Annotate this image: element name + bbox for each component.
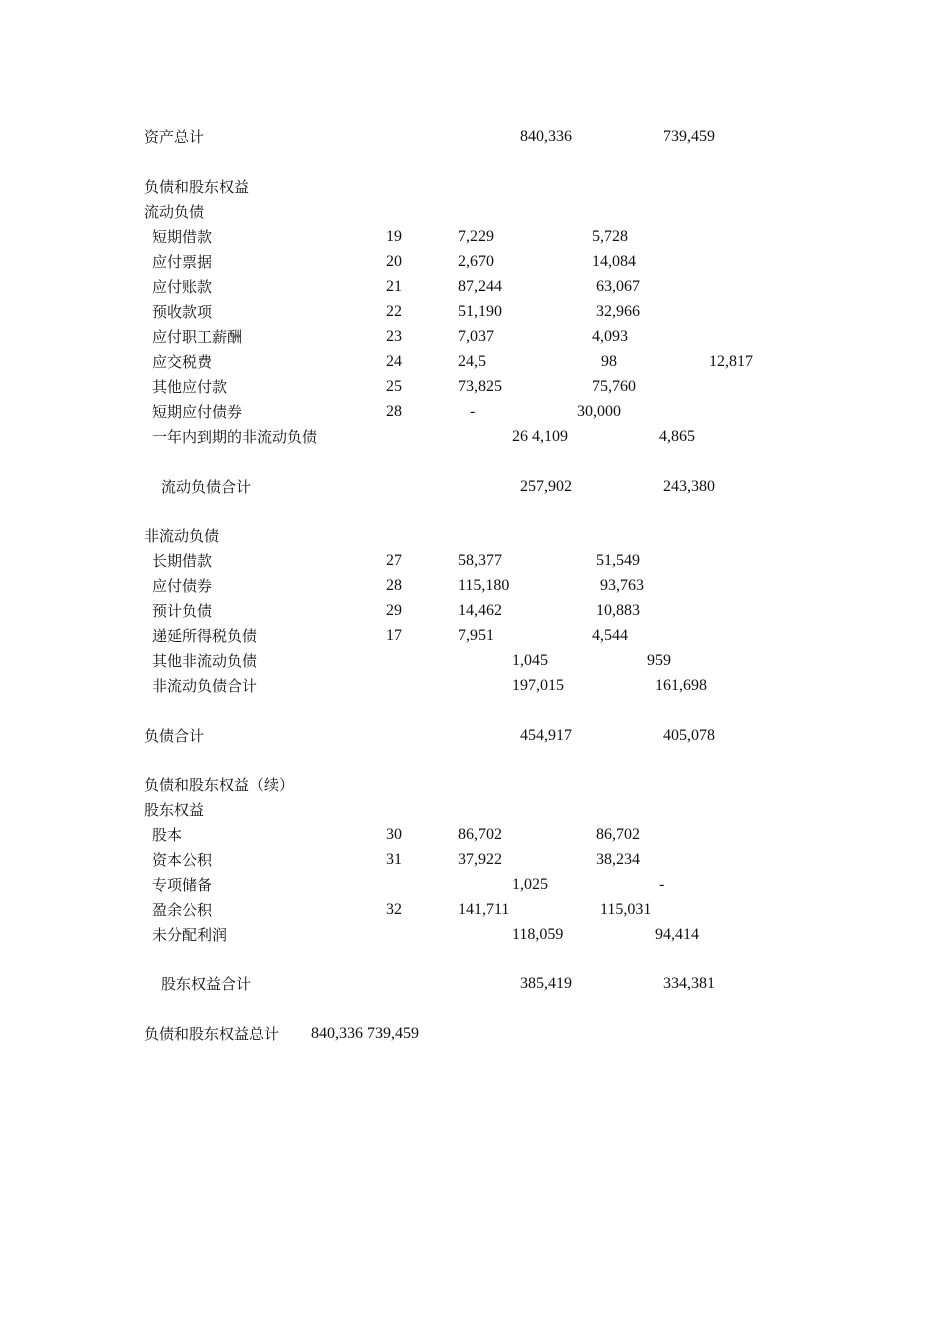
retained-earnings-current: 118,059 [512, 926, 564, 943]
surplus-reserve-prior: 115,031 [600, 901, 652, 918]
due-within-year-label: 一年内到期的非流动负债 [152, 428, 318, 446]
surplus-reserve-label: 盈余公积 [152, 901, 213, 919]
other-noncurrent-label: 其他非流动负债 [152, 652, 258, 670]
row-label: 应付职工薪酬 [152, 328, 243, 346]
row-value-current: 58,377 [458, 552, 502, 569]
row-note: 22 [386, 303, 402, 320]
row-value-current: 2,670 [458, 253, 494, 270]
special-reserve-prior: - [659, 876, 665, 893]
noncurrent-liab-total-label: 非流动负债合计 [152, 677, 258, 695]
row-note: 17 [386, 627, 402, 644]
row-value-prior: 75,760 [592, 378, 636, 395]
row-value-prior: 4,544 [592, 627, 628, 644]
row-label: 预收款项 [152, 303, 213, 321]
row-note: 29 [386, 602, 402, 619]
row-note: 27 [386, 552, 402, 569]
share-capital-current: 86,702 [458, 826, 502, 843]
row-label: 其他应付款 [152, 378, 228, 396]
row-label: 应付债券 [152, 577, 213, 595]
row-value-prior: 4,093 [592, 328, 628, 345]
special-reserve-current: 1,025 [512, 876, 548, 893]
current-liab-total-current: 257,902 [520, 478, 572, 495]
row-value-extra: 12,817 [709, 353, 753, 370]
other-noncurrent-current: 1,045 [512, 652, 548, 669]
capital-reserve-note: 31 [386, 851, 402, 868]
row-value-current: 7,037 [458, 328, 494, 345]
row-note: 28 [386, 577, 402, 594]
row-value-current: 7,229 [458, 228, 494, 245]
row-value-prior: 30,000 [577, 403, 621, 420]
noncurrent-liab-heading: 非流动负债 [144, 527, 220, 545]
retained-earnings-prior: 94,414 [655, 926, 699, 943]
row-note: 21 [386, 278, 402, 295]
current-liab-heading: 流动负债 [144, 203, 205, 221]
row-label: 应付票据 [152, 253, 213, 271]
noncurrent-liab-total-prior: 161,698 [655, 677, 707, 694]
retained-earnings-label: 未分配利润 [152, 926, 228, 944]
equity-heading: 股东权益 [144, 801, 205, 819]
current-liab-total-label: 流动负债合计 [161, 478, 252, 496]
row-value-prior: 98 [601, 353, 617, 370]
capital-reserve-current: 37,922 [458, 851, 502, 868]
row-note: 19 [386, 228, 402, 245]
row-value-prior: 5,728 [592, 228, 628, 245]
share-capital-label: 股本 [152, 826, 183, 844]
other-noncurrent-prior: 959 [647, 652, 671, 669]
capital-reserve-prior: 38,234 [596, 851, 640, 868]
row-value-current: - [470, 403, 476, 420]
equity-total-prior: 334,381 [663, 975, 715, 992]
row-value-prior: 51,549 [596, 552, 640, 569]
row-value-current: 87,244 [458, 278, 502, 295]
total-assets-prior: 739,459 [663, 128, 715, 145]
section-heading-liab-equity: 负债和股东权益 [144, 178, 250, 196]
row-value-prior: 93,763 [600, 577, 644, 594]
equity-total-label: 股东权益合计 [161, 975, 252, 993]
row-label: 应付账款 [152, 278, 213, 296]
current-liab-total-prior: 243,380 [663, 478, 715, 495]
total-liab-label: 负债合计 [144, 727, 205, 745]
due-within-year-prior: 4,865 [659, 428, 695, 445]
due-within-year-current: 26 4,109 [512, 428, 568, 445]
row-label: 应交税费 [152, 353, 213, 371]
grand-total-label: 负债和股东权益总计 [144, 1025, 280, 1043]
row-value-prior: 14,084 [592, 253, 636, 270]
row-value-current: 7,951 [458, 627, 494, 644]
section-heading-cont: 负债和股东权益（续） [144, 776, 295, 794]
row-label: 长期借款 [152, 552, 213, 570]
row-note: 23 [386, 328, 402, 345]
share-capital-prior: 86,702 [596, 826, 640, 843]
row-note: 24 [386, 353, 402, 370]
row-value-current: 24,5 [458, 353, 486, 370]
row-note: 25 [386, 378, 402, 395]
row-label: 短期应付债券 [152, 403, 243, 421]
capital-reserve-label: 资本公积 [152, 851, 213, 869]
row-label: 递延所得税负债 [152, 627, 258, 645]
row-label: 预计负债 [152, 602, 213, 620]
row-value-current: 51,190 [458, 303, 502, 320]
row-label: 短期借款 [152, 228, 213, 246]
row-value-prior: 32,966 [596, 303, 640, 320]
row-note: 28 [386, 403, 402, 420]
equity-total-current: 385,419 [520, 975, 572, 992]
row-value-current: 73,825 [458, 378, 502, 395]
special-reserve-label: 专项储备 [152, 876, 213, 894]
row-note: 20 [386, 253, 402, 270]
row-value-current: 115,180 [458, 577, 510, 594]
total-assets-current: 840,336 [520, 128, 572, 145]
row-value-prior: 10,883 [596, 602, 640, 619]
grand-total-values: 840,336 739,459 [311, 1025, 419, 1042]
total-assets-label: 资产总计 [144, 128, 205, 146]
share-capital-note: 30 [386, 826, 402, 843]
surplus-reserve-note: 32 [386, 901, 402, 918]
total-liab-prior: 405,078 [663, 727, 715, 744]
total-liab-current: 454,917 [520, 727, 572, 744]
noncurrent-liab-total-current: 197,015 [512, 677, 564, 694]
row-value-current: 14,462 [458, 602, 502, 619]
row-value-prior: 63,067 [596, 278, 640, 295]
surplus-reserve-current: 141,711 [458, 901, 510, 918]
